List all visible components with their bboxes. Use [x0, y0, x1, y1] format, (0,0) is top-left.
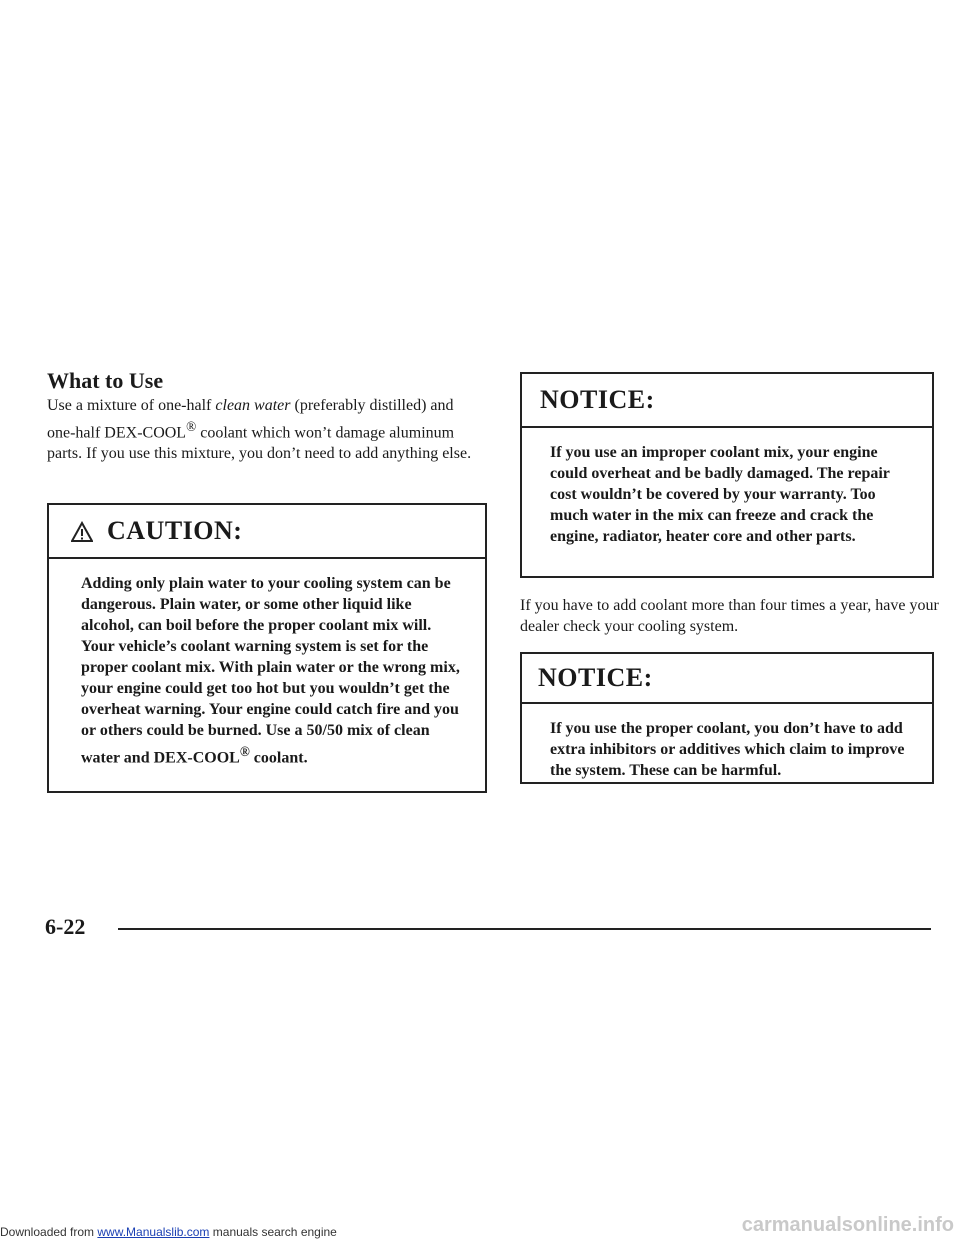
watermark: carmanualsonline.info — [741, 1214, 954, 1236]
caution-heading: CAUTION: — [107, 516, 243, 545]
notice-header — [522, 374, 932, 428]
caution-header — [49, 505, 485, 559]
notice-box-coolant-mix — [520, 372, 934, 578]
clean-water-emphasis: clean water — [215, 397, 291, 414]
caution-body: Adding only plain water to your cooling system can be dangerous. Plain water, or some other liquid like alcohol, can boil before the proper coolant mix will. Your vehicle’s coolant warning system is set for the proper coolant mix. With plain water or the wrong mix, your engine could get too hot but you wouldn’t get the overheat warning. Your engine could catch fire and you or others could be burned. Use a 50/50 mix of clean water and DEX-COOL® coolant. — [81, 575, 460, 767]
manualslib-link[interactable]: www.Manualslib.com — [97, 1225, 210, 1239]
coolant-frequency-paragraph: If you have to add coolant more than four times a year, have your dealer check your cooling system. — [520, 597, 939, 635]
footer-rule — [118, 928, 931, 930]
download-credit: Downloaded from www.Manualslib.com manuals search engine — [0, 1225, 337, 1239]
notice-body: If you use an improper coolant mix, your engine could overheat and be badly damaged. The repair cost wouldn’t be covered by your warranty. Too much water in the mix can freeze and crack the engine, radiator, heater core and other parts. — [550, 444, 890, 545]
section-title: What to Use — [47, 368, 164, 393]
notice-heading: NOTICE: — [540, 385, 655, 414]
warning-triangle-icon — [71, 520, 93, 542]
notice-body: If you use the proper coolant, you don’t have to add extra inhibitors or additives which claim to improve the system. These can be harmful. — [550, 720, 905, 779]
notice-header — [522, 654, 932, 704]
notice-heading: NOTICE: — [538, 663, 653, 692]
intro-paragraph: Use a mixture of one-half clean water (preferably distilled) and one-half DEX-COOL® coolant which won’t damage aluminum parts. If you use this mixture, you don’t need to add anything else. — [47, 397, 472, 463]
notice-box-additives — [520, 652, 934, 784]
caution-box — [47, 503, 487, 793]
page-number: 6-22 — [45, 914, 86, 939]
